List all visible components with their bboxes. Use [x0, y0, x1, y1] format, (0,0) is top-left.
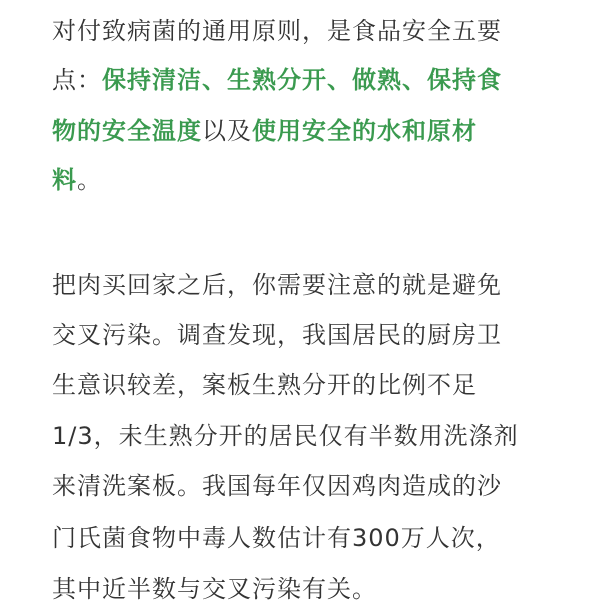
- highlight-run: 物的安全温度: [52, 117, 202, 145]
- text-run: 以及: [202, 117, 252, 145]
- p1-line-2: [52, 57, 502, 103]
- p1-line-1: [52, 8, 502, 54]
- text-run: 其中近半数与交叉污染有关。: [52, 575, 377, 603]
- text-run: 对付致病菌的通用原则，是食品安全五要: [52, 17, 502, 45]
- text-run: 门氏菌食物中毒人数估计有300万人次，: [52, 524, 501, 552]
- p2-line-1: [52, 262, 502, 308]
- text-run: 把肉买回家之后，你需要注意的就是避免: [52, 271, 502, 299]
- text-run: 。: [77, 166, 102, 194]
- p1-line-3: [52, 108, 477, 154]
- highlight-run: 料: [52, 166, 77, 194]
- p2-line-5: [52, 463, 502, 509]
- p2-line-2: [52, 312, 502, 358]
- p2-line-3: [52, 362, 477, 408]
- text-run: 来清洗案板。我国每年仅因鸡肉造成的沙: [52, 472, 502, 500]
- p1-line-4: [52, 157, 102, 203]
- p2-line-4: [52, 413, 519, 459]
- text-run: 1/3，未生熟分开的居民仅有半数用洗涤剂: [52, 422, 519, 450]
- p2-line-7: [52, 566, 377, 612]
- text-run: 生意识较差，案板生熟分开的比例不足: [52, 371, 477, 399]
- text-run: 交叉污染。调查发现，我国居民的厨房卫: [52, 321, 502, 349]
- highlight-run: 保持清洁、生熟分开、做熟、保持食: [102, 66, 502, 94]
- p2-line-6: [52, 515, 501, 561]
- highlight-run: 使用安全的水和原材: [252, 117, 477, 145]
- text-run: 点：: [52, 66, 102, 94]
